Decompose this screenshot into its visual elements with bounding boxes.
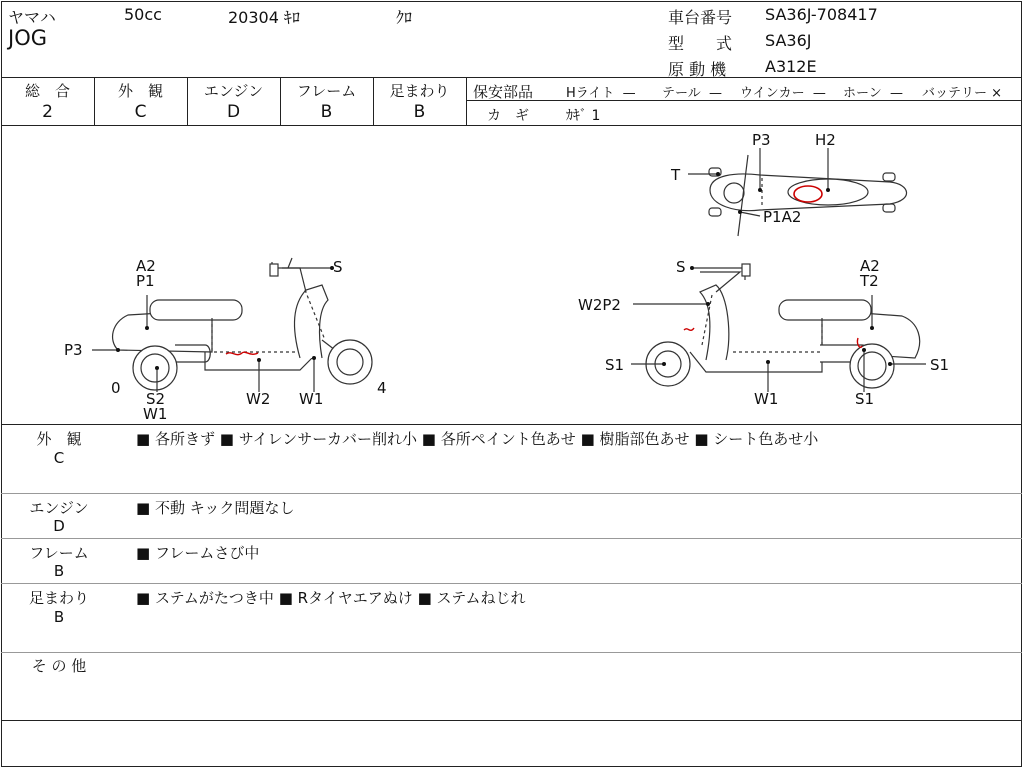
- diagram-label: W1: [143, 405, 168, 423]
- diagram-label: H2: [815, 131, 836, 149]
- detail-items-suspension: ■ ステムがたつき中 ■ Rタイヤエアぬけ ■ ステムねじれ: [136, 589, 526, 607]
- engine-label: 原 動 機: [668, 60, 727, 79]
- maker: ヤマハ: [8, 8, 56, 27]
- detail-section-frame: フレーム: [29, 544, 89, 562]
- engine-value: A312E: [765, 57, 817, 76]
- grade-label-exterior: 外 観: [117, 82, 163, 100]
- detail-section-engine: エンジン: [29, 499, 89, 517]
- detail-divider: [1, 652, 1022, 653]
- type-label: 型 式: [668, 34, 733, 53]
- diagram-label: T: [671, 166, 681, 184]
- detail-section-other: そ の 他: [31, 657, 87, 675]
- diagram-label: P1: [136, 272, 155, 290]
- type-value: SA36J: [765, 31, 812, 50]
- diagram-label: W2P2: [578, 296, 621, 314]
- detail-bottom-line: [1, 720, 1022, 721]
- diagram-label: P3: [64, 341, 83, 359]
- scooter-left-view: [92, 258, 372, 392]
- diagram-label: S: [676, 258, 686, 276]
- detail-divider: [1, 538, 1022, 539]
- diagram-label: 0: [111, 379, 121, 397]
- key-value: ｶｷﾞ 1: [566, 108, 601, 124]
- scooter-right-view: [631, 264, 926, 392]
- detail-divider: [1, 583, 1022, 584]
- diagram-label: P3: [752, 131, 771, 149]
- grade-value-frame: B: [320, 102, 333, 122]
- key-label: カ ギ: [487, 108, 529, 124]
- safety-item-winker: ウインカー —: [740, 86, 826, 101]
- safety-item-tail: テール —: [662, 86, 723, 101]
- frame-no-label: 車台番号: [668, 8, 733, 27]
- grade-value-engine: D: [226, 102, 241, 122]
- detail-grade-exterior: C: [53, 449, 65, 467]
- diagram-label: S1: [605, 356, 625, 374]
- diagram-label: S1: [855, 390, 875, 408]
- diagram-label: S1: [930, 356, 950, 374]
- diagram-label: W1: [299, 390, 324, 408]
- color: ｸﾛ: [396, 8, 413, 27]
- grade-value-suspension: B: [413, 102, 426, 122]
- safety-item-headlight: Hライト —: [566, 86, 636, 101]
- grade-label-suspension: 足まわり: [389, 82, 450, 100]
- detail-grade-frame: B: [53, 562, 65, 580]
- detail-grade-suspension: B: [53, 608, 65, 626]
- grade-label-overall: 総 合: [24, 82, 70, 100]
- diagram-label: S: [333, 258, 343, 276]
- detail-section-exterior: 外 観: [36, 430, 82, 448]
- safety-item-battery: バッテリー ×: [922, 86, 1003, 101]
- safety-label: 保安部品: [473, 83, 534, 101]
- safety-item-horn: ホーン —: [843, 86, 904, 101]
- detail-items-engine: ■ 不動 キック問題なし: [136, 499, 295, 517]
- detail-divider: [1, 493, 1022, 494]
- grade-value-overall: 2: [42, 102, 53, 122]
- model-name: JOG: [8, 26, 47, 50]
- diagram-label: P1A2: [763, 208, 802, 226]
- diagram-label: W2: [246, 390, 271, 408]
- mileage: 20304 ｷﾛ: [228, 8, 300, 27]
- diagram-label: A2: [136, 257, 156, 275]
- diagram-label: W1: [754, 390, 779, 408]
- diagram-label: A2: [860, 257, 880, 275]
- grade-label-frame: フレーム: [296, 82, 357, 100]
- detail-items-exterior: ■ 各所きず ■ サイレンサーカバー削れ小 ■ 各所ペイント色あせ ■ 樹脂部色あせ ■ シート色あせ小: [136, 430, 819, 448]
- frame-no: SA36J-708417: [765, 5, 878, 24]
- diagram-label: 4: [377, 379, 387, 397]
- grade-value-exterior: C: [134, 102, 147, 122]
- detail-grade-engine: D: [53, 517, 65, 535]
- diagram-label: S2: [146, 390, 166, 408]
- displacement: 50cc: [124, 5, 162, 24]
- detail-section-suspension: 足まわり: [28, 589, 89, 607]
- detail-items-frame: ■ フレームさび中: [136, 544, 260, 562]
- grade-label-engine: エンジン: [203, 82, 264, 100]
- diagram-label: T2: [860, 272, 879, 290]
